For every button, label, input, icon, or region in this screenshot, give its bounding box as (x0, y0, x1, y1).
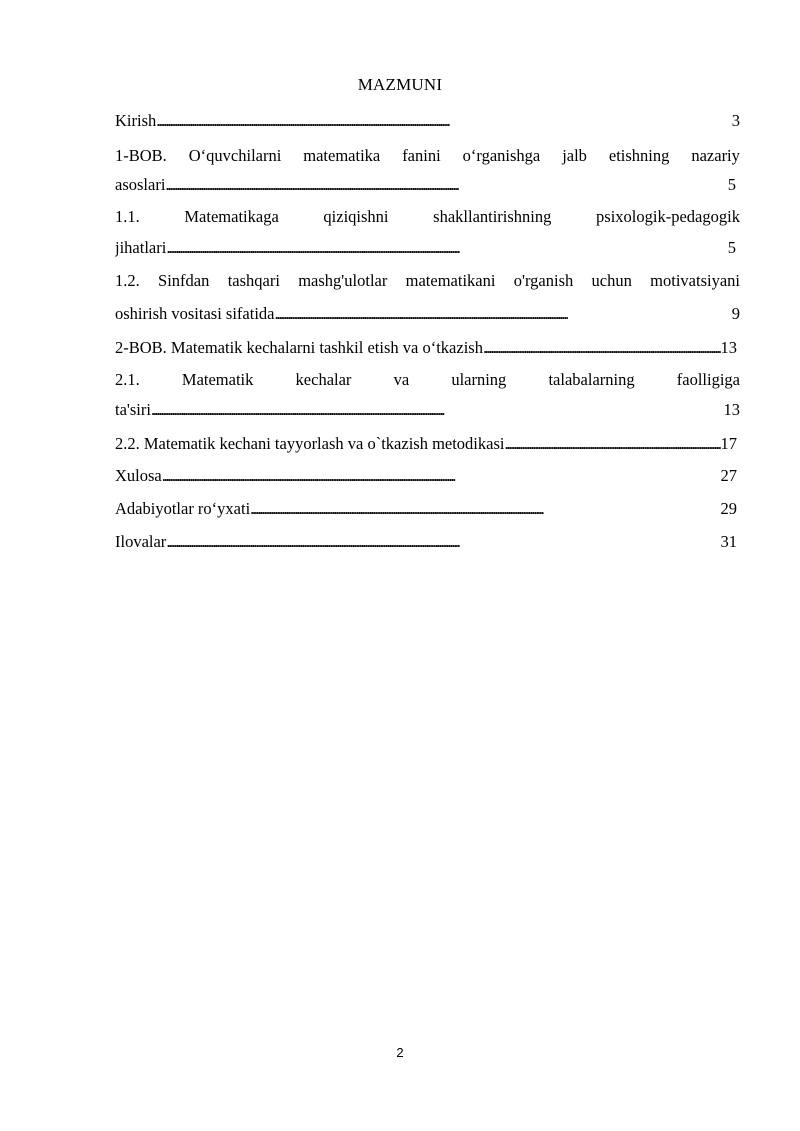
leader-dots (165, 174, 727, 196)
leader-dots (151, 399, 724, 421)
toc-entry-text: asoslari (115, 175, 166, 194)
toc-word: o‘rganishga (462, 146, 541, 165)
toc-entry-text: oshirish vositasi sifatida (115, 304, 275, 323)
toc-entry-page: 9 (731, 304, 740, 323)
toc-entry-adabiyotlar[interactable] (115, 498, 737, 520)
toc-word: faolligiga (676, 370, 740, 389)
toc-word: motivatsiyani (650, 271, 740, 290)
toc-entry-bob2[interactable] (115, 337, 737, 359)
toc-word: mashg'ulotlar (298, 271, 388, 290)
toc-word: Sinfdan (158, 271, 210, 290)
toc-word: 2.1. (115, 370, 140, 389)
toc-entry-s11-line2[interactable] (115, 237, 736, 259)
toc-word: uchun (591, 271, 632, 290)
toc-word: tashqari (227, 271, 280, 290)
toc-entry-page: 13 (723, 400, 740, 419)
leader-dots (250, 498, 720, 520)
toc-entry-s21-line1[interactable] (115, 369, 740, 391)
toc-entry-text: 2.2. Matematik kechani tayyorlash va o`tkazish metodikasi (115, 434, 505, 453)
toc-entry-s22[interactable] (115, 433, 737, 455)
leader-dots (166, 237, 727, 259)
toc-entry-text: Adabiyotlar ro‘yxati (115, 499, 251, 518)
toc-entry-page: 5 (727, 175, 736, 194)
toc-entry-page: 17 (720, 434, 737, 453)
toc-word: O‘quvchilarni (188, 146, 282, 165)
toc-entry-xulosa[interactable] (115, 465, 737, 487)
toc-entry-s12-line2[interactable] (115, 303, 740, 325)
toc-entry-text: Xulosa (115, 466, 162, 485)
toc-word: 1-BOB. (115, 146, 167, 165)
leader-dots (166, 531, 720, 553)
toc-word: matematika (303, 146, 381, 165)
leader-dots (504, 433, 720, 455)
leader-dots (156, 110, 732, 132)
toc-entry-text: Kirish (115, 111, 157, 130)
page-title: MAZMUNI (357, 75, 443, 94)
toc-entry-kirish[interactable] (115, 110, 740, 132)
toc-entry-s21-line2[interactable] (115, 399, 740, 421)
toc-word: matematikani (405, 271, 496, 290)
toc-word: psixologik-pedagogik (596, 207, 740, 226)
toc-entry-s12-line1[interactable] (115, 270, 740, 292)
toc-word: etishning (608, 146, 670, 165)
toc-word: 1.1. (115, 207, 140, 226)
toc-entry-text: 2-BOB. Matematik kechalarni tashkil etish va o‘tkazish (115, 338, 483, 357)
leader-dots (162, 465, 721, 487)
toc-entry-bob1-line2[interactable] (115, 174, 736, 196)
toc-word: Matematikaga (184, 207, 279, 226)
toc-entry-page: 13 (720, 338, 737, 357)
toc-word: nazariy (691, 146, 740, 165)
toc-entry-page: 29 (720, 499, 737, 518)
toc-word: kechalar (295, 370, 352, 389)
toc-word: o'rganish (513, 271, 574, 290)
toc-word: va (393, 370, 410, 389)
toc-entry-ilovalar[interactable] (115, 531, 737, 553)
toc-entry-page: 3 (731, 111, 740, 130)
toc-entry-page: 5 (727, 238, 736, 257)
toc-entry-text: Ilovalar (115, 532, 167, 551)
toc-word: fanini (402, 146, 441, 165)
toc-word: Matematik (181, 370, 254, 389)
toc-entry-text: jihatlari (115, 238, 167, 257)
toc-entry-text: ta'siri (115, 400, 151, 419)
toc-word: shakllantirishning (433, 207, 552, 226)
toc-entry-bob1-line1[interactable] (115, 145, 740, 167)
toc-entry-s11-line1[interactable] (115, 206, 740, 228)
toc-word: jalb (562, 146, 587, 165)
toc-entry-page: 27 (720, 466, 737, 485)
toc-word: talabalarning (548, 370, 635, 389)
leader-dots (483, 337, 721, 359)
toc-word: qiziqishni (323, 207, 389, 226)
toc-word: ularning (451, 370, 507, 389)
page-number: 2 (396, 1045, 404, 1060)
toc-entry-page: 31 (720, 532, 737, 551)
toc-word: 1.2. (115, 271, 140, 290)
leader-dots (275, 303, 732, 325)
